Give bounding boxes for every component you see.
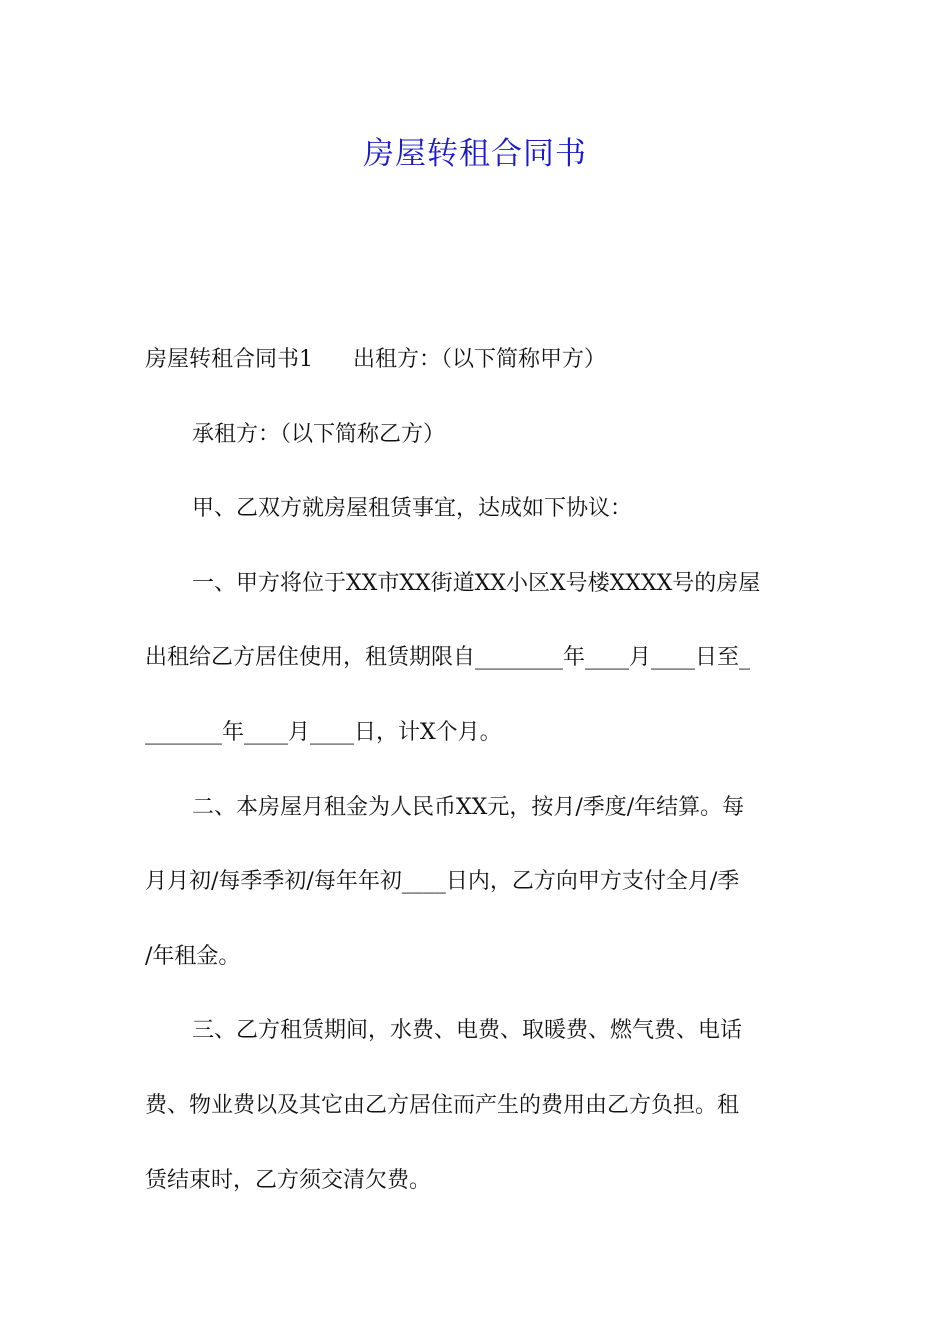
paragraph-line: 甲、乙双方就房屋租赁事宜，达成如下协议： [192,496,633,522]
paragraph-line: 费、物业费以及其它由乙方居住而产生的费用由乙方负担。租 [145,1092,740,1118]
document-title: 房屋转租合同书 [363,136,587,172]
paragraph-line: /年租金。 [145,943,241,969]
document-body [145,336,807,1231]
paragraph-line: 月月初/每季季初/每年年初____日内，乙方向甲方支付全月/季 [145,869,740,895]
lessor-label: 出租方：（以下简称甲方） [353,347,607,372]
paragraph-line: 赁结束时，乙方须交清欠费。 [145,1167,432,1193]
paragraph-line: 承租方：（以下简称乙方） [192,421,446,447]
contract-heading: 房屋转租合同书1 [145,347,313,372]
paragraph-line [145,336,807,411]
paragraph-line: 三、乙方租赁期间，水费、电费、取暖费、燃气费、电话 [192,1018,743,1044]
paragraph-line: 二、本房屋月租金为人民币XX元，按月/季度/年结算。每 [192,794,745,820]
paragraph-line: 一、甲方将位于XX市XX街道XX小区X号楼XXXX号的房屋 [192,570,761,596]
paragraph-line: _______年____月____日，计X个月。 [145,719,502,745]
paragraph-line: 出租给乙方居住使用，租赁期限自________年____月____日至_ [145,645,751,671]
